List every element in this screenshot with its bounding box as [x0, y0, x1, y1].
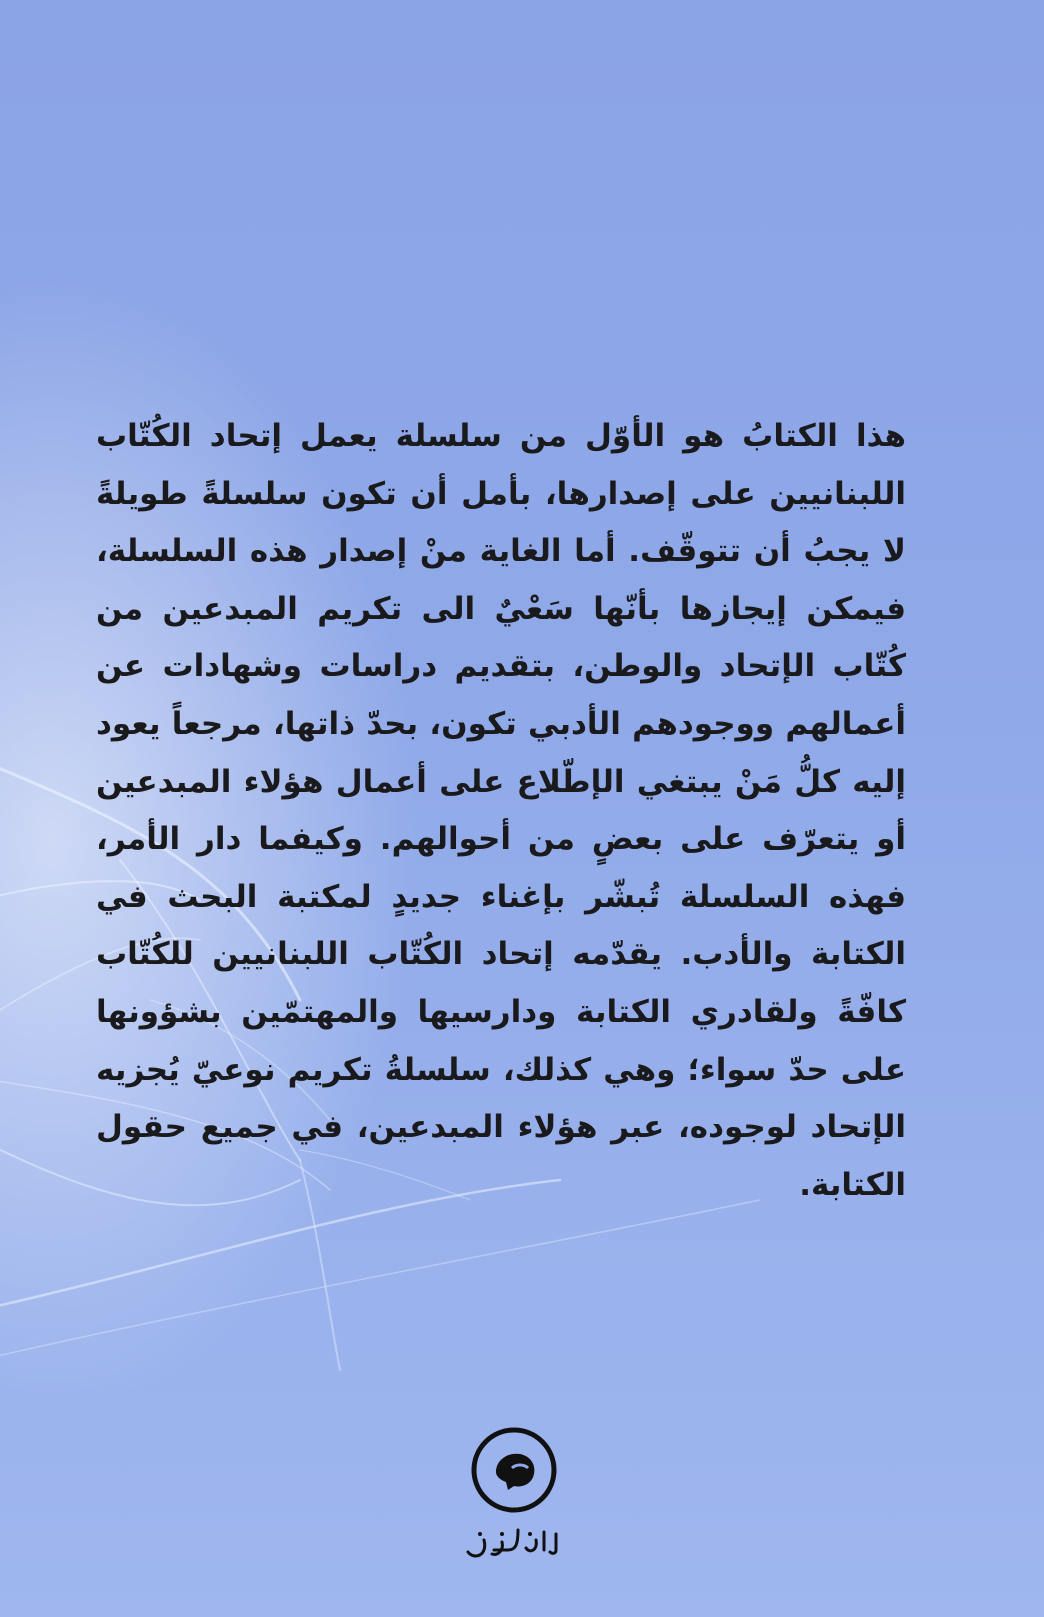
back-cover-blurb: هذا الكتابُ هو الأوّل من سلسلة يعمل إتحاد الكُتّاب اللبنانيين على إصدارها، بأمل أن تكون سلسلةً طويلةً لا يجبُ أن تتوقّف. أما الغاية منْ إصدار هذه السلسلة، فيمكن إيجازها بأنّها سَعْيٌ الى تكريم المبدعين من كُتّاب الإتحاد والوطن، بتقديم دراسات وشهادات عن أعمالهم ووجودهم الأدبي تكون، بحدّ ذاتها، مرجعاً يعود إليه كلُّ مَنْ يبتغي الإطّلاع على أعمال هؤلاء المبدعين أو يتعرّف على بعضٍ من أحوالهم. وكيفما دار الأمر، فهذه السلسلة تُبشّر بإغناء جديدٍ لمكتبة البحث في الكتابة والأدب. يقدّمه إتحاد الكُتّاب اللبنانيين للكُتّاب كافّةً ولقادري الكتابة ودارسيها والمهتمّين بشؤونها على حدّ سواء؛ وهي كذلك، سلسلةُ تكريم نوعيّ يُجزيه الإتحاد لوجوده، عبر هؤلاء المبدعين، في جميع حقول الكتابة.	[96, 418, 906, 1203]
publisher-logo	[458, 1424, 578, 1574]
publisher-logo-icon	[468, 1424, 560, 1516]
publisher-logo-wordmark	[458, 1520, 570, 1564]
